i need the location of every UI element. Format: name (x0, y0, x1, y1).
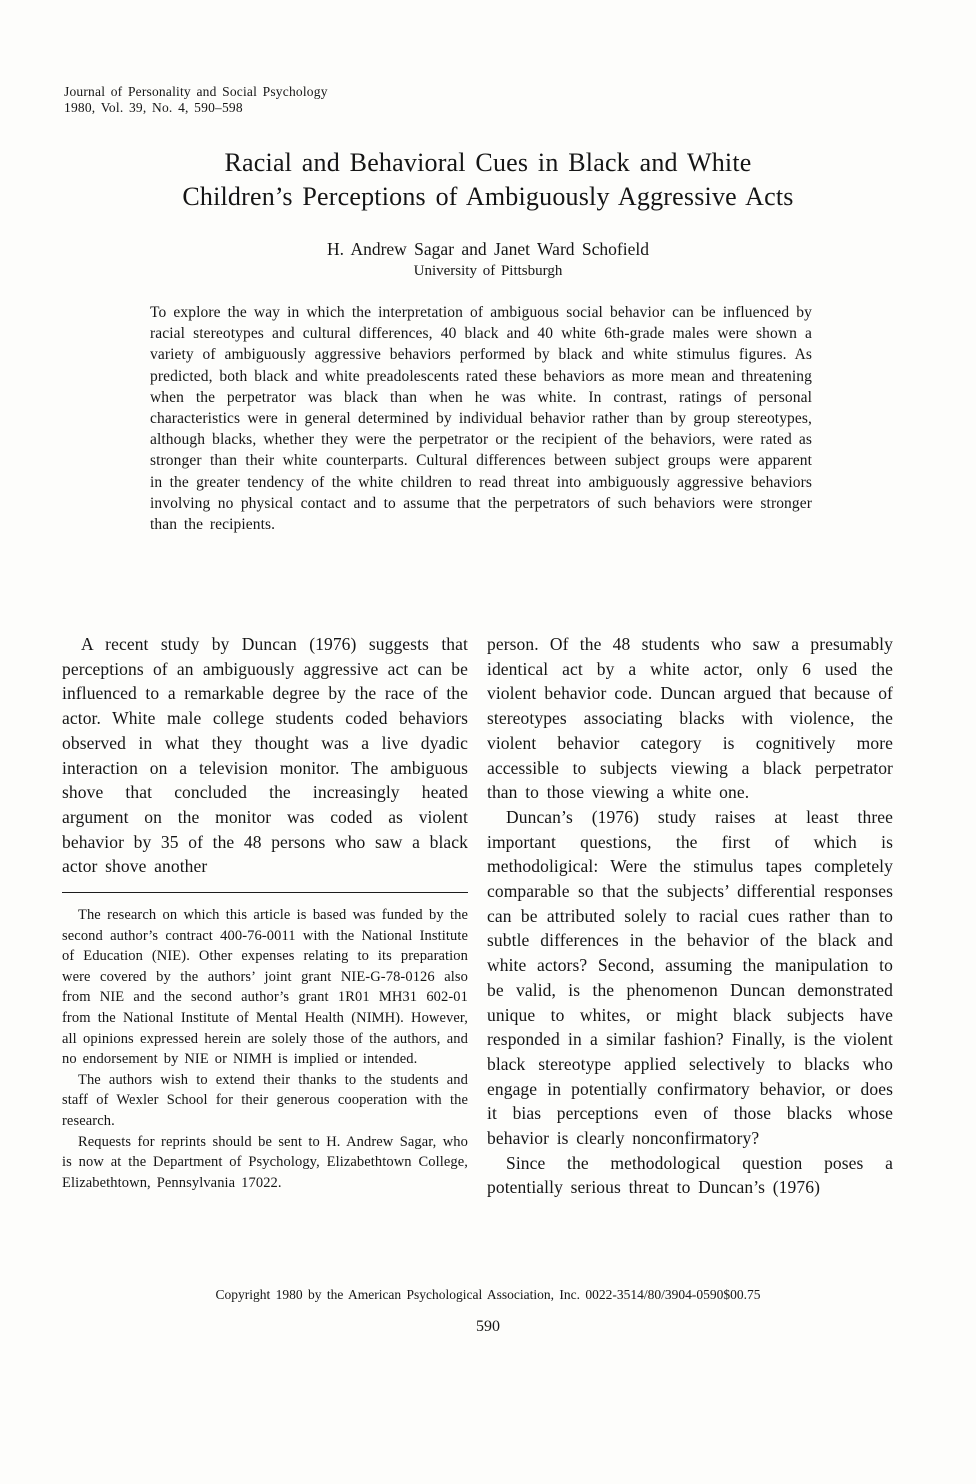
abstract: To explore the way in which the interpretation of ambiguous social behavior can be influenced by racial stereotypes and cultural differences, 40 black and 40 white 6th-grade males were shown a variety of ambiguously aggressive behaviors performed by black and white stimulus figures. As predicted, both black and white preadolescents rated these behaviors as more mean and threatening when the perpetrator was black than when he was white. In contrast, ratings of personal characteristics were in general determined by individual behavior rather than by group stereotypes, although blacks, whether they were the perpetrator or the recipient of the behaviors, were rated as stronger than their white counterparts. Cultural differences between subject groups were apparent in the greater tendency of the white children to read threat into ambiguously aggressive behaviors involving no physical contact and to assume that the perpetrators of such behaviors were stronger than the recipients. (150, 304, 812, 534)
page-number: 590 (476, 1318, 500, 1335)
body-left-column (62, 632, 468, 1193)
copyright-line: Copyright 1980 by the American Psychological Association, Inc. 0022-3514/80/3904-0590$00.75 (215, 1287, 761, 1302)
journal-name: Journal of Personality and Social Psychology (64, 84, 328, 99)
body-paragraph: Duncan’s (1976) study raises at least three important questions, the first of which is methodoligical: Were the stimulus tapes completely comparable so that the subjects’ differential responses can be attributed solely to racial cues rather than to subtle differences in the behavior of the black and white actors? Second, assuming the manipulation to be valid, is the phenomenon Duncan demonstrated unique to whites, or might black subjects have responded in a similar fashion? Finally, is the violent black stereotype applied selectively to blacks who engage in potentially confirmatory behavior, or does it bias perceptions even of those blacks whose behavior is clearly nonconfirmatory? (487, 806, 893, 1149)
body-paragraph: Since the methodological question poses a potentially serious threat to Duncan’s (1976) (487, 1152, 893, 1198)
footnote-paragraph: Requests for reprints should be sent to H. Andrew Sagar, who is now at the Department of Psychology, Elizabethtown College, Elizabethtown, Pennsylvania 17022. (62, 1133, 468, 1191)
footnote-paragraph: The research on which this article is based was funded by the second author’s contract 400-76-0011 with the National Institute of Education (NIE). Other expenses relating to its preparation were covered by the authors’ joint grant NIE-G-78-0126 also from NIE and the second author’s grant 1R01 MH31 602-01 from the National Institute of Mental Health (NIMH). However, all opinions expressed herein are solely those of the authors, and no endorsement by NIE or NIMH is implied or intended. (62, 907, 468, 1068)
footnote-paragraph: The authors wish to extend their thanks to the students and staff of Wexler School for their generous cooperation with the research. (62, 1071, 468, 1129)
body-paragraph: person. Of the 48 students who saw a presumably identical act by a white actor, only 6 used the violent behavior code. Duncan argued that because of stereotypes associating blacks with violence, the violent behavior category is cognitively more accessible to subjects viewing a black perpetrator than to those viewing a white one. (487, 634, 893, 803)
paper-title-line2: Children’s Perceptions of Ambiguously Aggressive Acts (182, 182, 794, 211)
affiliation: University of Pittsburgh (413, 263, 563, 279)
footnote-block (62, 905, 468, 1193)
paper-title-line1: Racial and Behavioral Cues in Black and White (224, 148, 752, 177)
footnote-divider (62, 892, 468, 893)
body-right-column (487, 632, 893, 1200)
authors: H. Andrew Sagar and Janet Ward Schofield (327, 239, 649, 259)
journal-volume-info: 1980, Vol. 39, No. 4, 590–598 (64, 99, 243, 115)
body-paragraph: A recent study by Duncan (1976) suggests that perceptions of an ambiguously aggressive act can be influenced to a remarkable degree by the race of the actor. White male college students coded behaviors observed in what they thought was a live dyadic interaction on a television monitor. The ambiguous shove that concluded the increasingly heated argument on the monitor was coded as violent behavior by 35 of the 48 persons who saw a black actor shove another (62, 634, 468, 877)
paper-title (0, 146, 976, 214)
journal-header (64, 84, 328, 115)
